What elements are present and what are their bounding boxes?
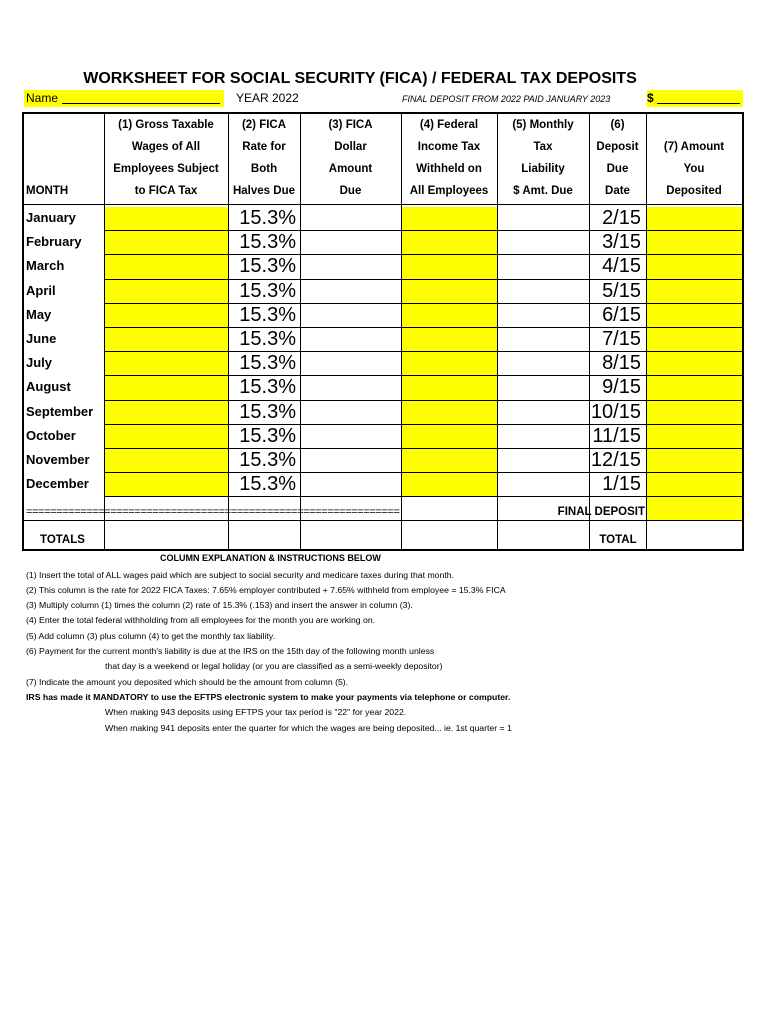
fica-rate: 15.3% <box>239 207 296 229</box>
deposit-due-date: 1/15 <box>602 473 641 496</box>
column-divider <box>497 114 498 549</box>
deposit-due-date: 7/15 <box>602 328 641 350</box>
instruction-line: (4) Enter the total federal withholding from all employees for the month you are working on. <box>26 615 376 625</box>
fica-rate: 15.3% <box>239 303 296 326</box>
deposit-due-date: 11/15 <box>592 424 641 447</box>
amount-deposited-input[interactable] <box>647 376 742 399</box>
month-label: February <box>26 234 82 250</box>
amount-deposited-input[interactable] <box>647 280 742 303</box>
dollar-underline <box>657 103 740 104</box>
fica-rate: 15.3% <box>239 449 296 471</box>
federal-withholding-input[interactable] <box>402 401 497 424</box>
fica-rate: 15.3% <box>239 400 296 423</box>
fica-rate: 15.3% <box>239 376 296 399</box>
federal-withholding-input[interactable] <box>402 473 497 496</box>
federal-withholding-input[interactable] <box>402 449 497 472</box>
instruction-line: (2) This column is the rate for 2022 FICA Taxes: 7.65% employer contributed + 7.65% withheld from employee = 15.3% FICA <box>26 585 506 595</box>
month-label: July <box>26 355 53 371</box>
amount-deposited-input[interactable] <box>647 352 742 375</box>
month-label: August <box>26 379 71 395</box>
instruction-line: (1) Insert the total of ALL wages paid which are subject to social security and medicare taxes during that month. <box>26 570 455 580</box>
gross-wages-input[interactable] <box>105 304 228 327</box>
instruction-line: When making 941 deposits enter the quarter for which the wages are being deposited... ie. 1st quarter = 1 <box>105 723 512 733</box>
fica-rate: 15.3% <box>239 255 296 278</box>
amount-deposited-input[interactable] <box>647 304 742 327</box>
total-label: TOTAL <box>599 534 637 546</box>
gross-wages-input[interactable] <box>105 449 228 472</box>
gross-wages-input[interactable] <box>105 352 228 375</box>
year-label: YEAR 2022 <box>236 91 299 105</box>
final-deposit-input[interactable] <box>647 497 742 520</box>
federal-withholding-input[interactable] <box>402 255 497 278</box>
totals-label: TOTALS <box>40 534 85 546</box>
federal-withholding-input[interactable] <box>402 231 497 254</box>
amount-deposited-input[interactable] <box>647 425 742 448</box>
amount-deposited-input[interactable] <box>647 449 742 472</box>
header-col1: (1) Gross Taxable Wages of All Employees Subject to FICA Tax <box>113 119 219 197</box>
fica-rate: 15.3% <box>239 473 296 496</box>
column-divider <box>300 114 301 549</box>
deposit-due-date: 2/15 <box>602 207 641 229</box>
fica-rate: 15.3% <box>239 328 296 350</box>
instruction-line: (5) Add column (3) plus column (4) to get the monthly tax liability. <box>26 631 275 641</box>
month-label: September <box>26 403 94 419</box>
name-underline <box>62 103 220 104</box>
federal-withholding-input[interactable] <box>402 425 497 448</box>
instruction-line: (3) Multiply column (1) times the column (2) rate of 15.3% (.153) and insert the answer in column (3). <box>26 600 413 610</box>
deposit-due-date: 6/15 <box>602 303 641 326</box>
deposit-due-date: 9/15 <box>602 376 641 399</box>
instructions-heading: COLUMN EXPLANATION & INSTRUCTIONS BELOW <box>160 553 381 563</box>
federal-withholding-input[interactable] <box>402 328 497 351</box>
gross-wages-input[interactable] <box>105 401 228 424</box>
instruction-line: that day is a weekend or legal holiday (or you are classified as a semi-weekly depositor) <box>105 661 443 671</box>
deposit-due-date: 3/15 <box>602 231 641 254</box>
final-deposit-amount-field[interactable] <box>647 90 743 107</box>
header-month: MONTH <box>26 185 69 197</box>
month-label: April <box>26 282 56 298</box>
federal-withholding-input[interactable] <box>402 207 497 230</box>
gross-wages-input[interactable] <box>105 425 228 448</box>
deposit-due-date: 8/15 <box>602 352 641 375</box>
header-divider <box>24 204 742 205</box>
instruction-line: When making 943 deposits using EFTPS your tax period is "22" for year 2022. <box>105 707 407 717</box>
deposit-table <box>22 112 744 551</box>
gross-wages-input[interactable] <box>105 207 228 230</box>
fica-rate: 15.3% <box>239 231 296 254</box>
header-col2: (2) FICA Rate for Both Halves Due <box>232 119 295 197</box>
amount-deposited-input[interactable] <box>647 231 742 254</box>
amount-deposited-input[interactable] <box>647 255 742 278</box>
deposit-due-date: 12/15 <box>590 449 641 471</box>
month-label: November <box>26 452 90 467</box>
month-label: May <box>26 306 52 322</box>
dollar-sign: $ <box>647 91 654 105</box>
deposit-due-date: 5/15 <box>602 279 641 302</box>
header-col7: (7) Amount You Deposited <box>663 141 725 197</box>
header-col6: (6) Deposit Due Date <box>596 119 639 197</box>
month-label: January <box>26 210 76 225</box>
gross-wages-input[interactable] <box>105 231 228 254</box>
name-field[interactable] <box>24 90 224 107</box>
header-col5: (5) Monthly Tax Liability $ Amt. Due <box>512 119 574 197</box>
gross-wages-input[interactable] <box>105 376 228 399</box>
federal-withholding-input[interactable] <box>402 376 497 399</box>
federal-withholding-input[interactable] <box>402 280 497 303</box>
header-col3: (3) FICA Dollar Amount Due <box>328 119 373 197</box>
month-label: March <box>26 258 65 274</box>
instruction-line: (7) Indicate the amount you deposited which should be the amount from column (5). <box>26 677 349 687</box>
final-deposit-note: FINAL DEPOSIT FROM 2022 PAID JANUARY 2023 <box>402 94 611 104</box>
amount-deposited-input[interactable] <box>647 207 742 230</box>
month-label: June <box>26 331 57 346</box>
instruction-line: IRS has made it MANDATORY to use the EFTPS electronic system to make your payments via telephone or computer. <box>26 692 511 702</box>
gross-wages-input[interactable] <box>105 280 228 303</box>
worksheet-title: WORKSHEET FOR SOCIAL SECURITY (FICA) / FEDERAL TAX DEPOSITS <box>83 70 637 87</box>
gross-wages-input[interactable] <box>105 473 228 496</box>
deposit-due-date: 4/15 <box>602 255 641 278</box>
instruction-line: (6) Payment for the current month's liability is due at the IRS on the 15th day of the following month unless <box>26 646 435 656</box>
fica-rate: 15.3% <box>239 424 296 447</box>
separator-line: ============================================================== <box>26 506 400 518</box>
fica-rate: 15.3% <box>239 279 296 302</box>
fica-rate: 15.3% <box>239 352 296 375</box>
deposit-due-date: 10/15 <box>590 400 641 423</box>
federal-withholding-input[interactable] <box>402 352 497 375</box>
gross-wages-input[interactable] <box>105 328 228 351</box>
header-col4: (4) Federal Income Tax Withheld on All Employees <box>409 119 489 197</box>
name-label: Name <box>26 91 59 105</box>
federal-withholding-input[interactable] <box>402 304 497 327</box>
month-label: December <box>26 476 89 492</box>
gross-wages-input[interactable] <box>105 255 228 278</box>
totals-divider <box>24 520 742 521</box>
month-label: October <box>26 427 76 443</box>
amount-deposited-input[interactable] <box>647 401 742 424</box>
final-deposit-label: FINAL DEPOSIT <box>557 506 645 518</box>
amount-deposited-input[interactable] <box>647 328 742 351</box>
amount-deposited-input[interactable] <box>647 473 742 496</box>
